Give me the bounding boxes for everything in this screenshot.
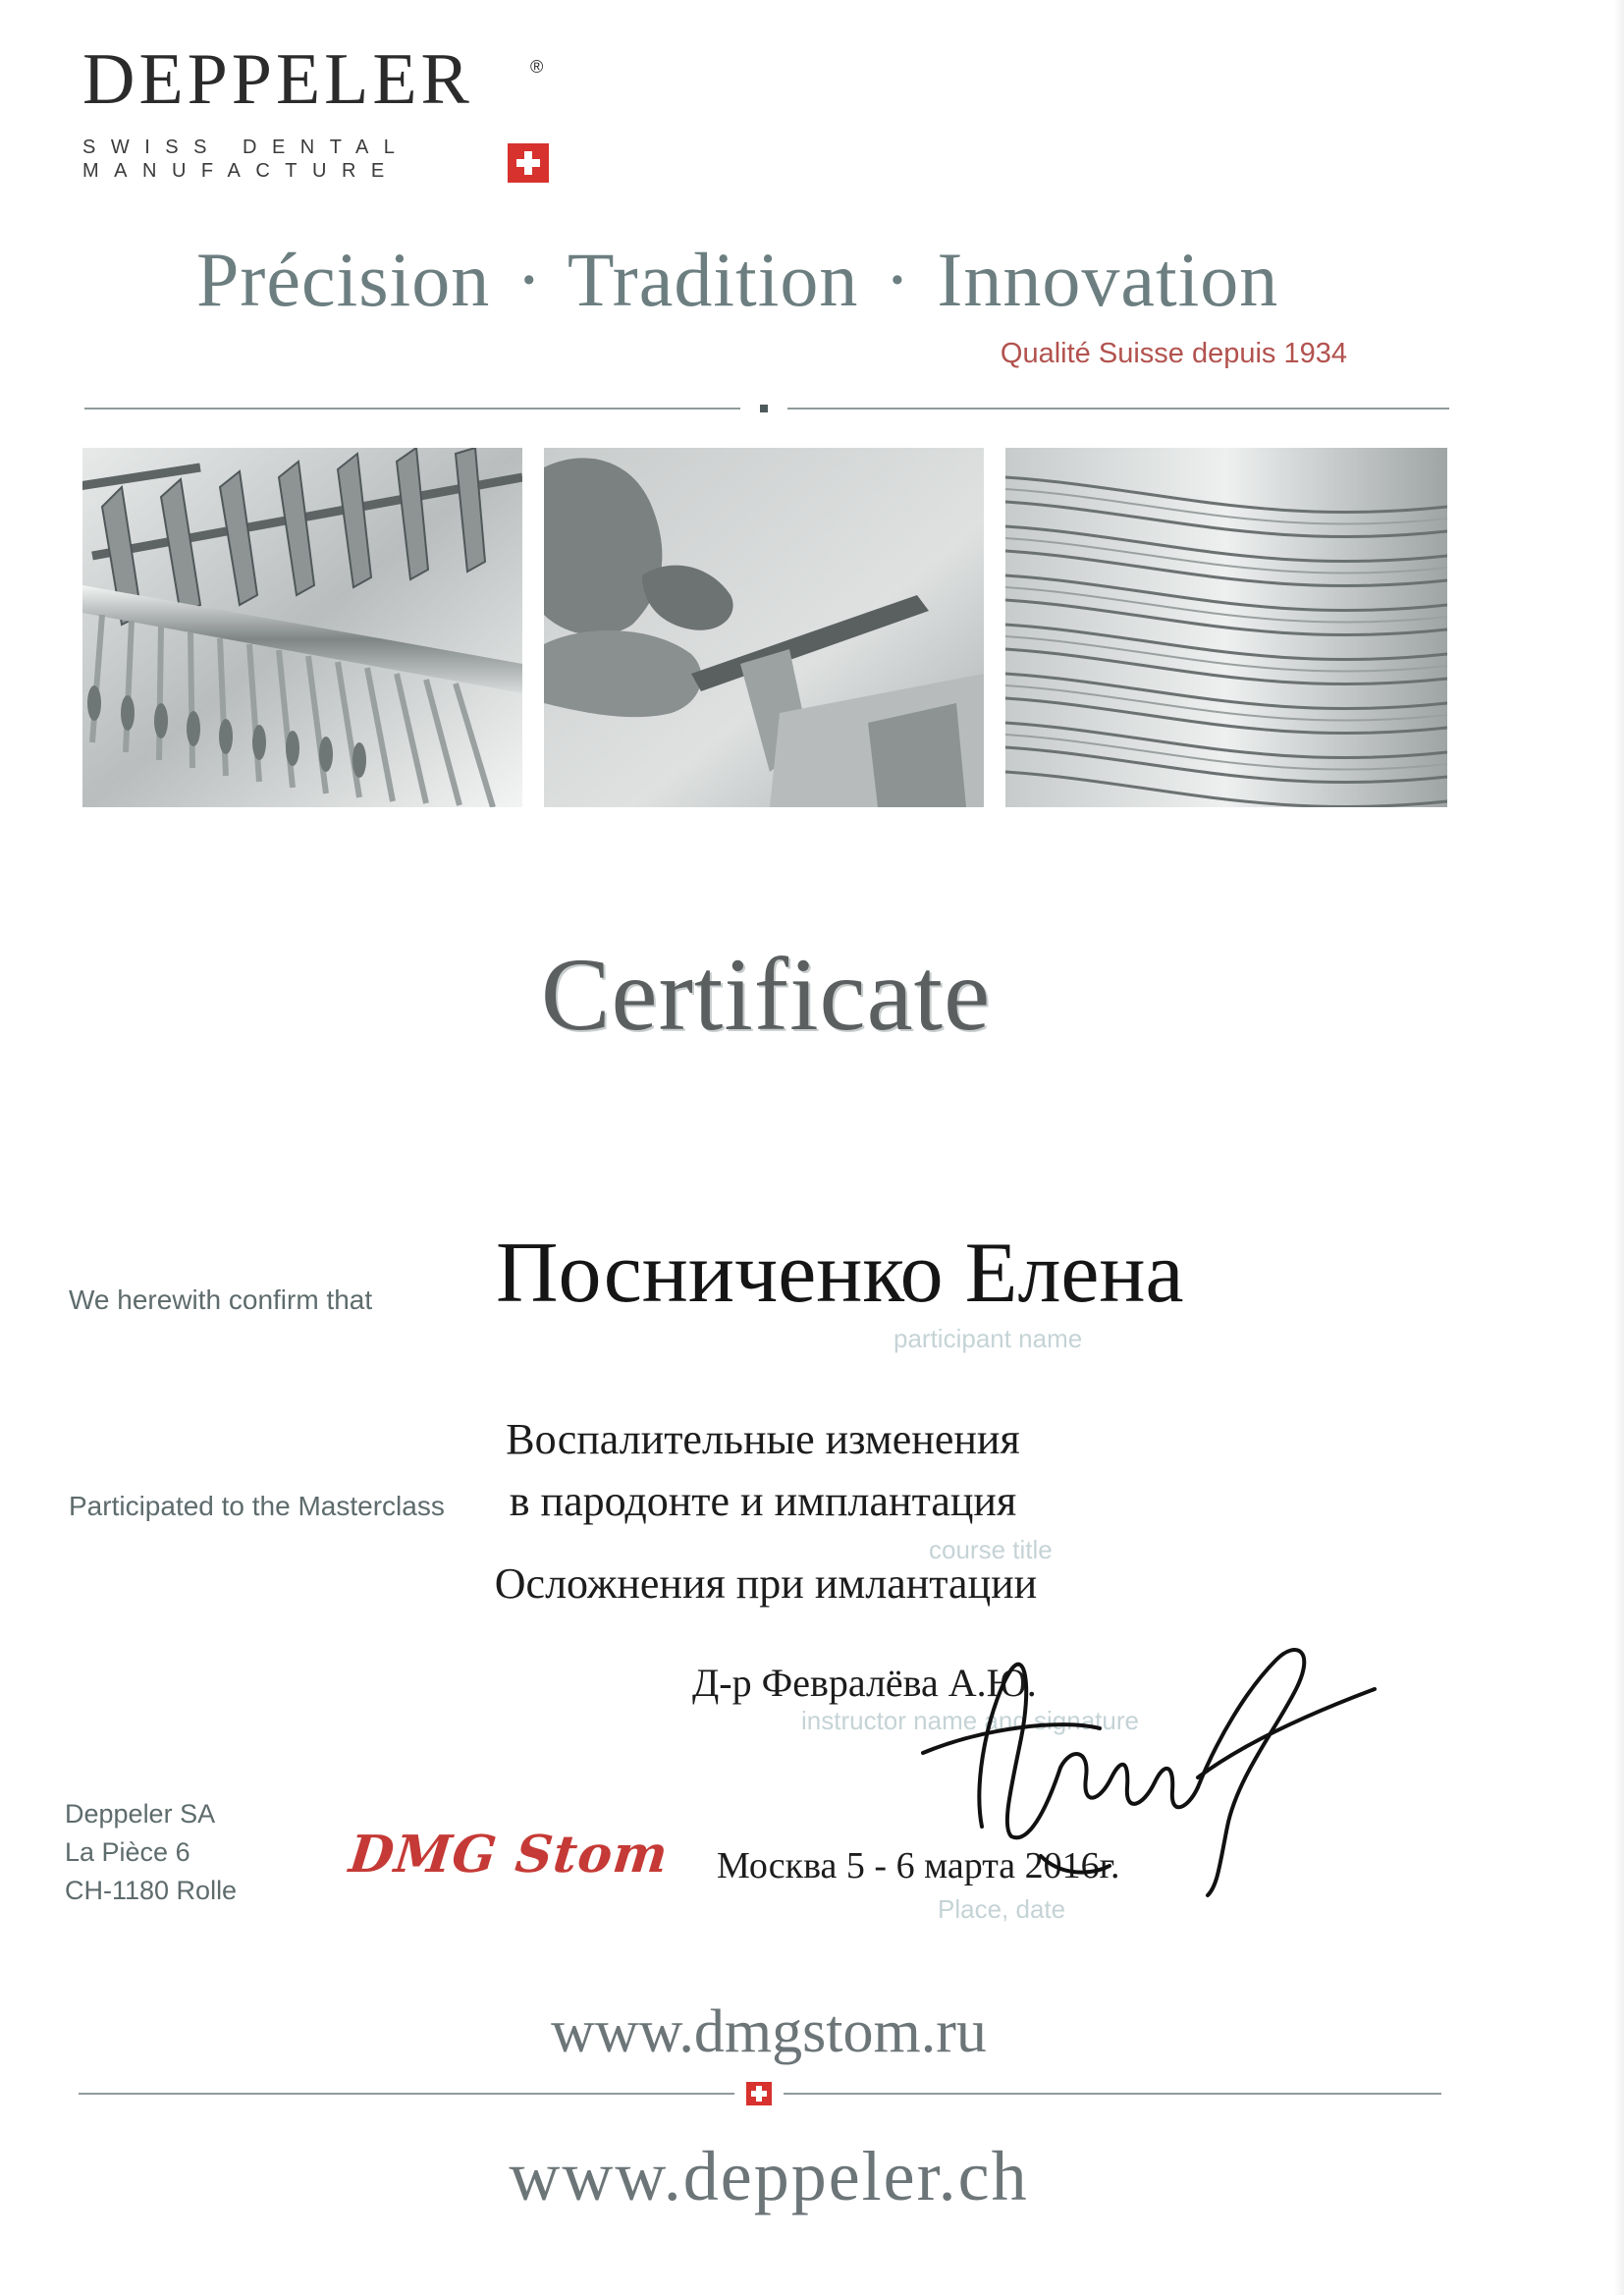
confirm-label: We herewith confirm that (69, 1284, 373, 1315)
place-date-hint: Place, date (938, 1894, 1066, 1924)
instruments-rack-photo (82, 448, 522, 807)
instrument-blades-photo (1005, 448, 1447, 807)
address-line: Deppeler SA (65, 1799, 216, 1829)
swiss-cross-icon (508, 143, 549, 183)
certificate-title: Certificate (540, 937, 992, 1052)
course-title-line: Осложнения при имлантации (494, 1559, 1038, 1608)
participant-name-hint: participant name (893, 1324, 1083, 1353)
craftsman-hands-photo (544, 448, 984, 807)
partner-website[interactable]: www.dmgstom.ru (551, 1998, 987, 2065)
company-address (65, 1795, 237, 1910)
instructor-name: Д-р Февралёва А.Ю. (692, 1661, 1037, 1705)
instructor-hint: instructor name and signature (801, 1706, 1139, 1735)
motto-word-precision: Précision (196, 237, 491, 322)
brand-website[interactable]: www.deppeler.ch (509, 2137, 1029, 2215)
address-line: La Pièce 6 (65, 1837, 190, 1867)
quality-line: Qualité Suisse depuis 1934 (1000, 338, 1347, 369)
brand-tagline-line1: SWISS DENTAL (82, 137, 410, 158)
participant-name: Посниченко Елена (496, 1226, 1184, 1321)
dmg-stom-logo: DMG Stom (346, 1825, 672, 1885)
header-divider (84, 403, 1449, 414)
page-edge (1614, 0, 1624, 2295)
place-date: Москва 5 - 6 марта 2016г. (717, 1845, 1120, 1886)
masterclass-label: Participated to the Masterclass (69, 1491, 445, 1521)
brand-tagline-line2: MANUFACTURE (82, 160, 400, 182)
motto-word-innovation: Innovation (937, 237, 1279, 322)
course-title-line: Воспалительные изменения (506, 1415, 1020, 1463)
footer-divider (79, 2074, 1441, 2113)
motto (196, 237, 1279, 322)
instructor-signature (864, 1581, 1414, 1905)
motto-separator: · (884, 237, 911, 322)
brand-logo-wordmark: DEPPELER (82, 39, 473, 120)
course-title-hint: course title (929, 1535, 1053, 1564)
course-title-line: в пародонте и имплантация (509, 1477, 1017, 1525)
registered-mark: ® (530, 57, 544, 77)
address-line: CH-1180 Rolle (65, 1876, 238, 1905)
motto-word-tradition: Tradition (567, 237, 859, 322)
motto-separator: · (515, 237, 543, 322)
